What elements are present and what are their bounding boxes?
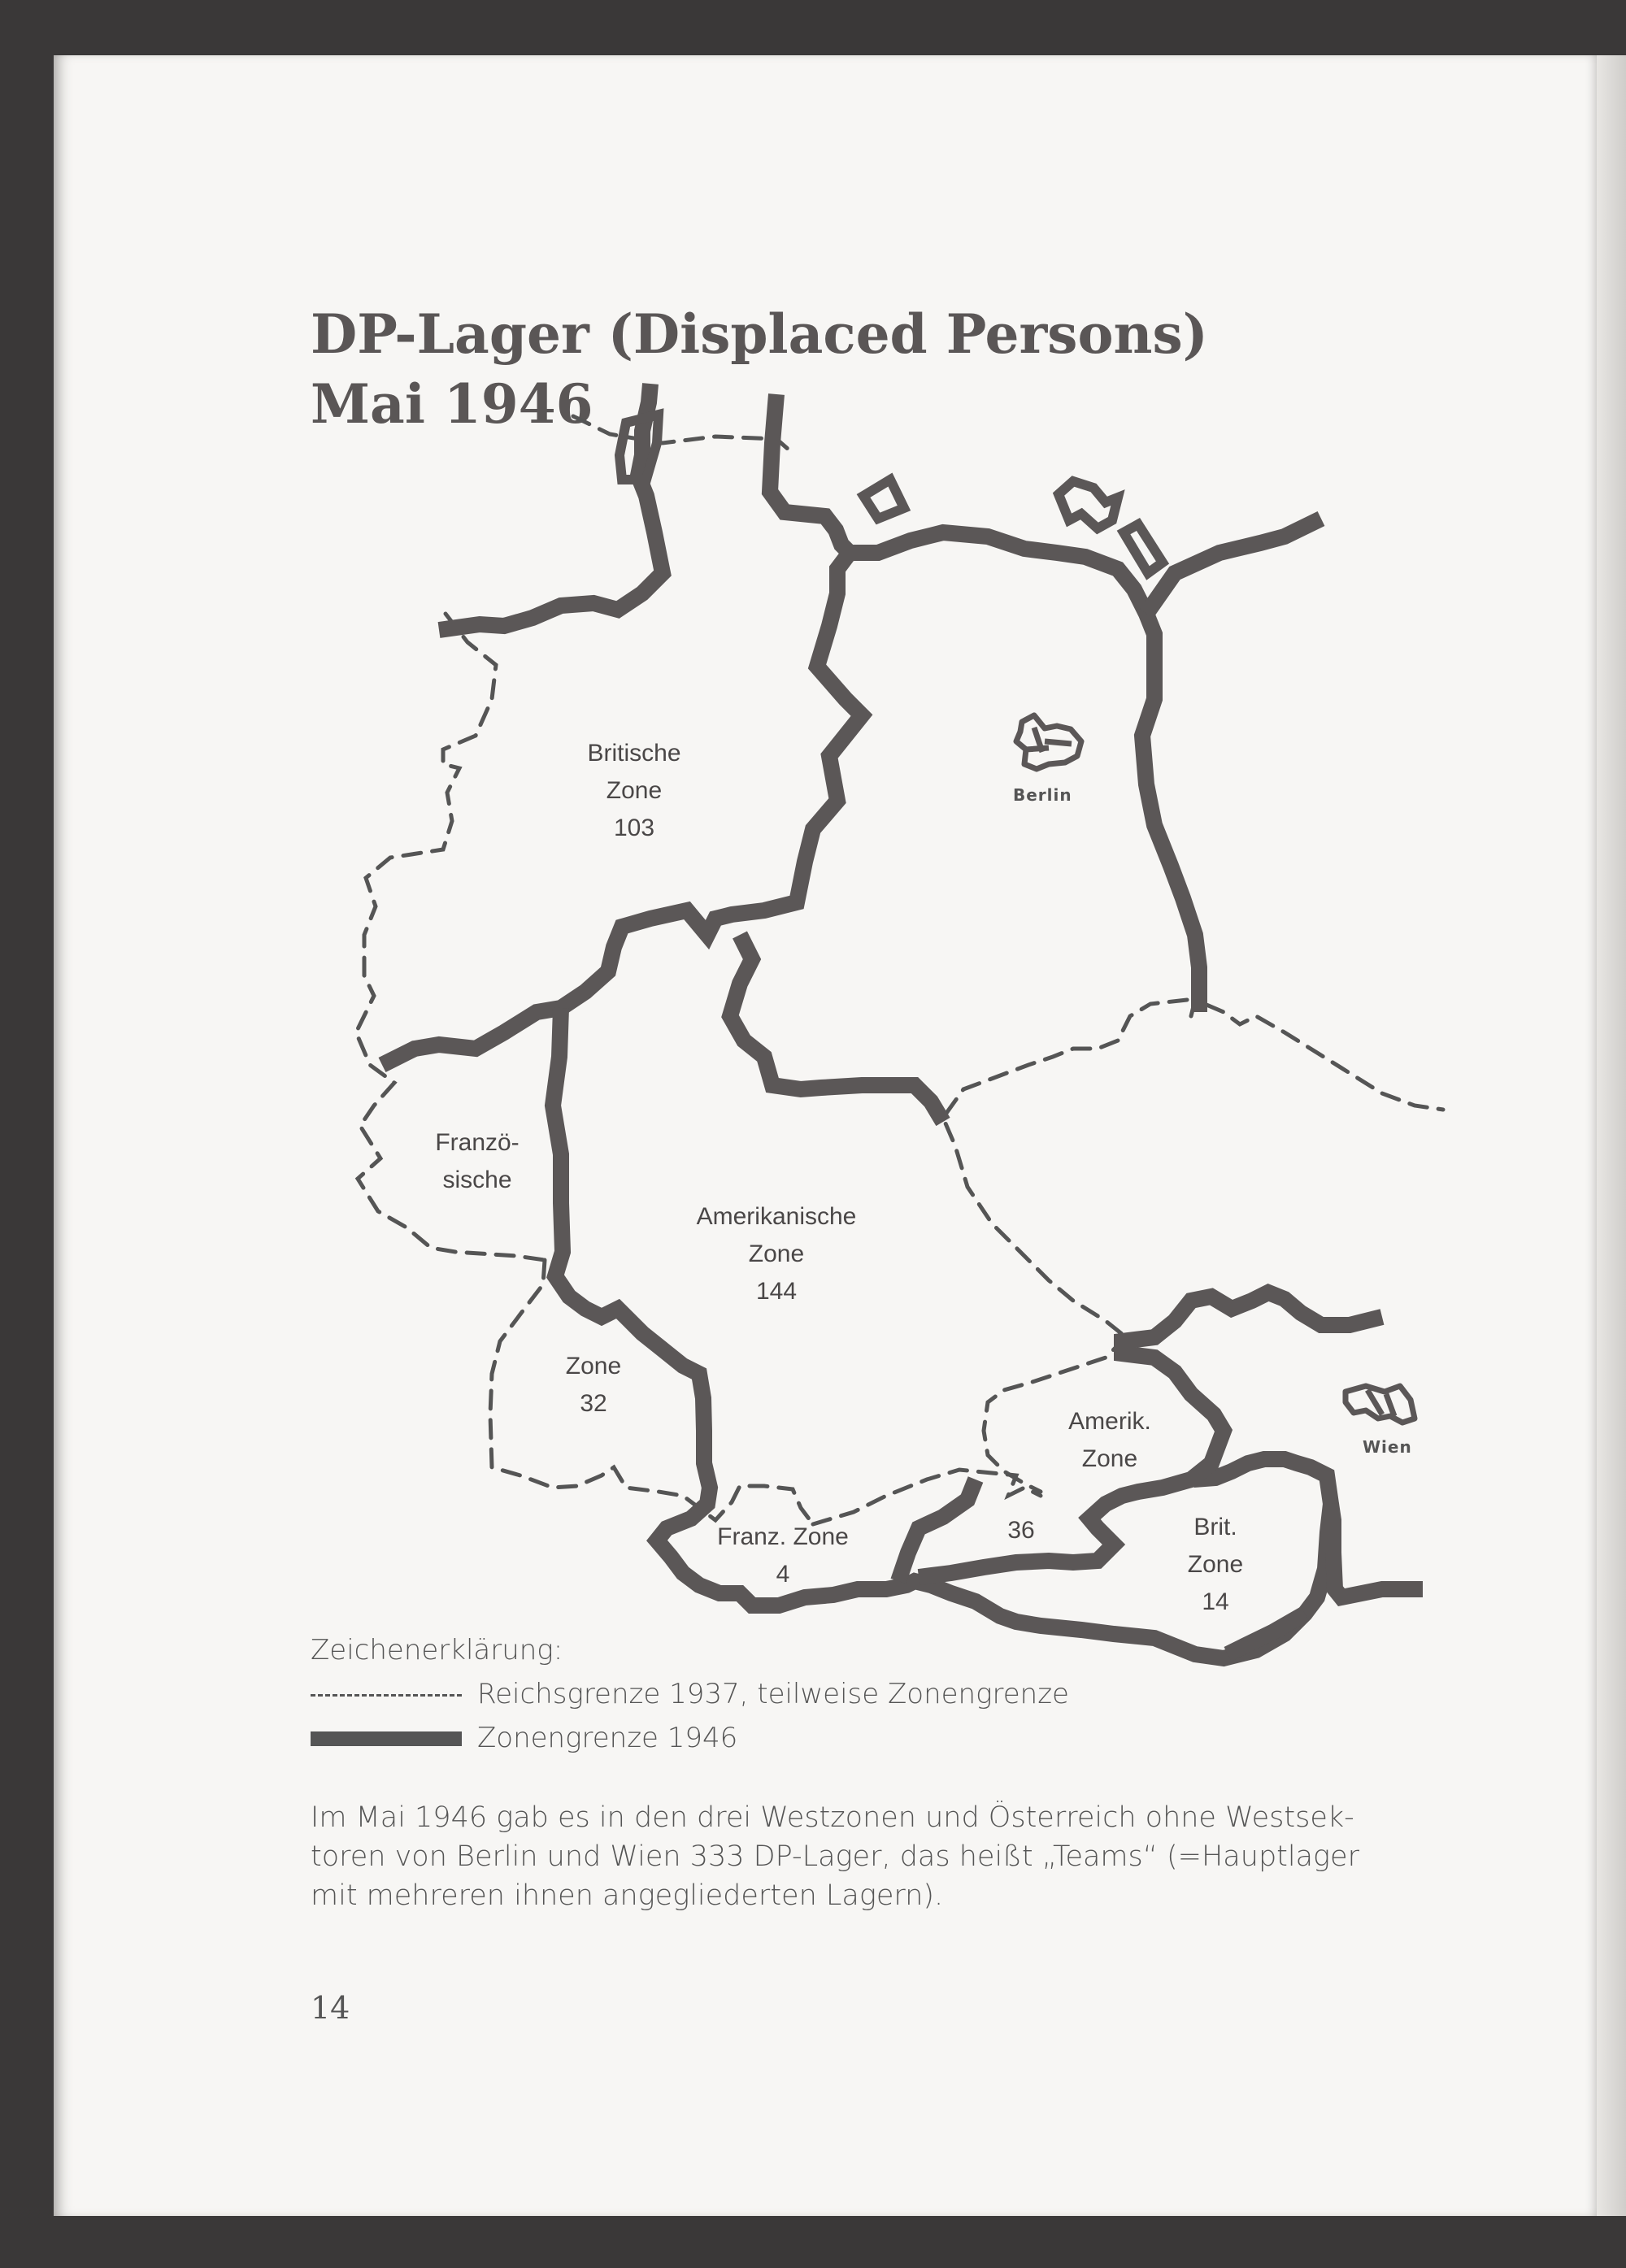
berlin-sectors <box>1016 715 1081 769</box>
label-british-zone-line2: Zone <box>606 777 663 804</box>
reich-border-north-denmark <box>573 416 795 455</box>
label-american-zone-austria <box>1057 1403 1163 1478</box>
label-american-zone-austria-count: 36 <box>1007 1517 1035 1544</box>
label-british-zone-line1: Britische <box>587 740 681 767</box>
vienna-sector-map-icon <box>1346 1386 1415 1423</box>
zone-border-vienna-east <box>1331 1504 1423 1597</box>
label-american-zone <box>675 1198 878 1310</box>
label-french-zone-north-line2: sische <box>442 1167 512 1193</box>
island-fehmarn <box>863 480 904 519</box>
reich-border-1937 <box>356 416 1443 1524</box>
label-berlin: Berlin <box>1013 785 1072 805</box>
label-wien: Wien <box>1363 1437 1412 1457</box>
vienna-sectors <box>1346 1386 1415 1423</box>
zone-border-us-soviet <box>730 935 943 1122</box>
berlin-sector-map-icon <box>1016 715 1081 769</box>
label-french-zone-austria <box>706 1519 860 1593</box>
zone-border-oder <box>1146 519 1321 614</box>
legend-dashed-line-symbol <box>311 1694 462 1697</box>
label-french-zone-south-count: 32 <box>580 1390 607 1417</box>
map-subtitle: Mai 1946 <box>311 372 593 436</box>
map-title: DP-Lager (Displaced Persons) <box>311 302 1208 366</box>
legend-dashed-label: Reichsgrenze 1937, teilweise Zonengrenze <box>477 1678 1069 1710</box>
label-british-zone <box>569 735 699 847</box>
page-number: 14 <box>311 1990 350 2026</box>
caption-line-1: Im Mai 1946 gab es in den drei Westzonen und Österreich ohne Westsek- <box>311 1801 1354 1834</box>
legend-solid-label: Zonengrenze 1946 <box>477 1722 738 1754</box>
legend-row-reichsgrenze <box>311 1678 1205 1714</box>
label-american-zone-count: 144 <box>755 1278 798 1305</box>
caption-line-2: toren von Berlin und Wien 333 DP-Lager, das heißt „Teams“ (=Hauptlager <box>311 1840 1359 1873</box>
island-ruegen-1 <box>1059 481 1118 528</box>
label-french-zone-south <box>545 1348 642 1423</box>
label-british-zone-austria-line1: Brit. <box>1193 1514 1237 1540</box>
reich-border-czech <box>943 1000 1187 1337</box>
caption-line-3: mit mehreren ihnen angegliederten Lagern). <box>311 1879 944 1912</box>
label-french-zone-south-line1: Zone <box>565 1353 622 1379</box>
label-american-zone-austria-line1: Amerik. <box>1068 1408 1151 1435</box>
label-british-zone-austria-line2: Zone <box>1187 1551 1244 1578</box>
legend-heading: Zeichenerklärung: <box>311 1634 563 1666</box>
label-american-zone-austria-line2: Zone <box>1081 1445 1138 1472</box>
label-french-zone-north-line1: Franzö- <box>435 1129 520 1156</box>
legend-solid-line-symbol <box>311 1731 462 1746</box>
caption-paragraph <box>311 1798 1392 1915</box>
label-british-zone-austria <box>1171 1509 1260 1621</box>
label-american-zone-line1: Amerikanische <box>696 1203 857 1230</box>
label-french-zone-austria-count: 4 <box>776 1561 790 1588</box>
label-french-zone-austria-line1: Franz. Zone <box>717 1523 849 1550</box>
island-usedom <box>1124 524 1163 573</box>
reich-border-silesia <box>1191 1000 1443 1110</box>
label-british-zone-count: 103 <box>613 815 655 841</box>
label-french-zone-north <box>424 1124 530 1199</box>
label-american-zone-line2: Zone <box>748 1240 805 1267</box>
legend-row-zonengrenze <box>311 1722 880 1757</box>
label-british-zone-austria-count: 14 <box>1202 1588 1229 1615</box>
zone-border-elbe-east <box>382 394 862 1065</box>
